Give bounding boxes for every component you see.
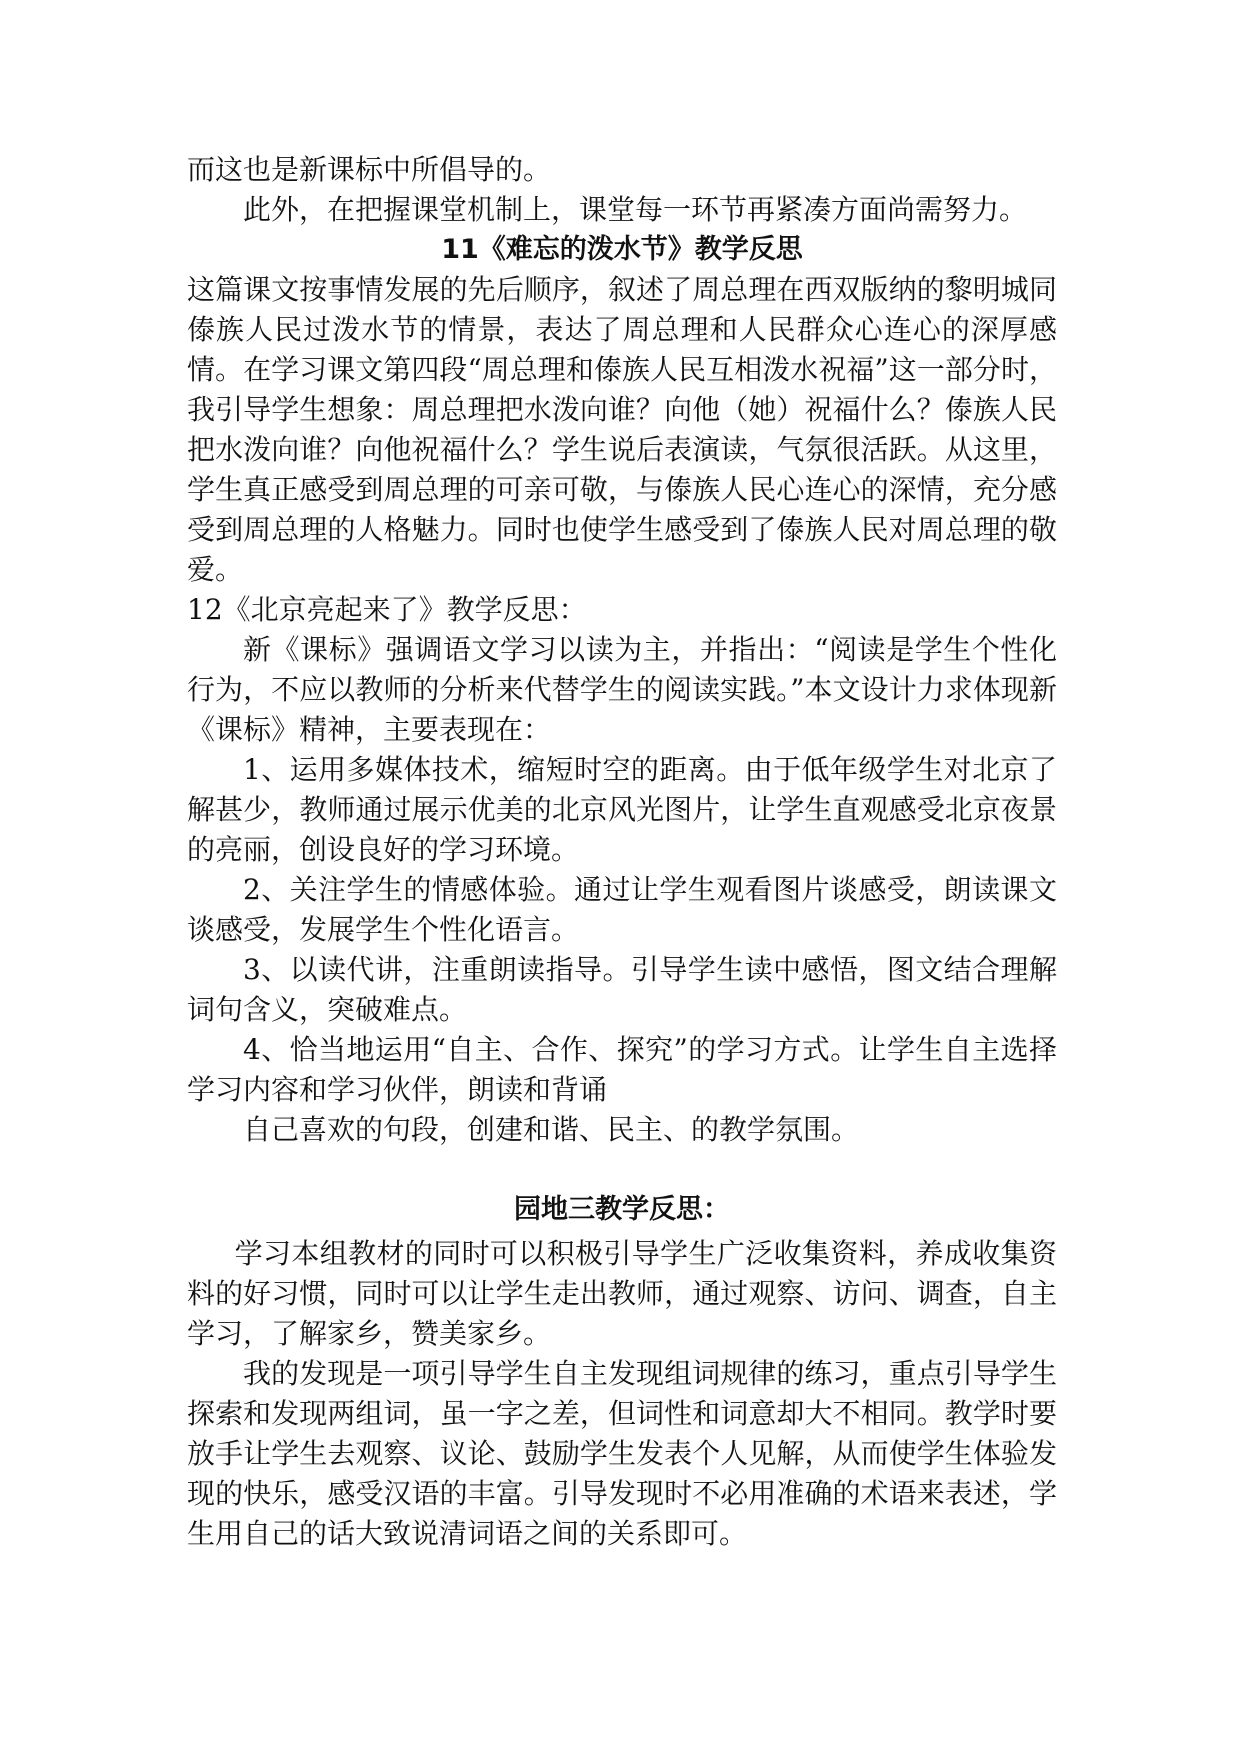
garden3-paragraph-1: 学习本组教材的同时可以积极引导学生广泛收集资料，养成收集资料的好习惯，同时可以让学生走出教师，通过观察、访问、调查，自主学习，了解家乡，赞美家乡。 <box>187 1237 1057 1350</box>
lesson12-paragraph: 新《课标》强调语文学习以读为主，并指出：“阅读是学生个性化行为，不应以教师的分析来代替学生的阅读实践。”本文设计力求体现新《课标》精神，主要表现在： <box>187 633 1057 746</box>
lesson12-item-3: 3、以读代讲，注重朗读指导。引导学生读中感悟，图文结合理解词句含义，突破难点。 <box>187 953 1057 1026</box>
document-page <box>187 150 1057 1554</box>
intro-paragraph-1: 而这也是新课标中所倡导的。 <box>187 153 552 186</box>
lesson11-paragraph: 这篇课文按事情发展的先后顺序，叙述了周总理在西双版纳的黎明城同傣族人民过泼水节的情景，表达了周总理和人民群众心连心的深厚感情。在学习课文第四段“周总理和傣族人民互相泼水祝福”这一部分时，我引导学生想象：周总理把水泼向谁？向他（她）祝福什么？傣族人民把水泼向谁？向他祝福什么？学生说后表演读，气氛很活跃。从这里，学生真正感受到周总理的可亲可敬，与傣族人民心连心的深情，充分感受到周总理的人格魅力。同时也使学生感受到了傣族人民对周总理的敬爱。 <box>187 273 1057 586</box>
garden3-title: 园地三教学反思： <box>514 1194 730 1225</box>
lesson12-item-4: 4、恰当地运用“自主、合作、探究”的学习方式。让学生自主选择学习内容和学习伙伴，朗读和背诵 <box>187 1033 1057 1106</box>
garden3-paragraph-2: 我的发现是一项引导学生自主发现组词规律的练习，重点引导学生探索和发现两组词，虽一字之差，但词性和词意却大不相同。教学时要放手让学生去观察、议论、鼓励学生发表个人见解，从而使学生体验发现的快乐，感受汉语的丰富。引导发现时不必用准确的术语来表述，学生用自己的话大致说清词语之间的关系即可。 <box>187 1357 1057 1550</box>
lesson12-item-2: 2、关注学生的情感体验。通过让学生观看图片谈感受，朗读课文谈感受，发展学生个性化语言。 <box>187 873 1057 946</box>
lesson11-title: 11《难忘的泼水节》教学反思 <box>441 234 803 265</box>
lesson12-title: 12《北京亮起来了》教学反思： <box>187 593 587 626</box>
lesson12-item-1: 1、运用多媒体技术，缩短时空的距离。由于低年级学生对北京了解甚少，教师通过展示优美的北京风光图片，让学生直观感受北京夜景的亮丽，创设良好的学习环境。 <box>187 753 1057 866</box>
intro-paragraph-2: 此外，在把握课堂机制上，课堂每一环节再紧凑方面尚需努力。 <box>243 193 1028 226</box>
lesson12-item-4-continued: 自己喜欢的句段，创建和谐、民主、的教学氛围。 <box>243 1113 860 1146</box>
